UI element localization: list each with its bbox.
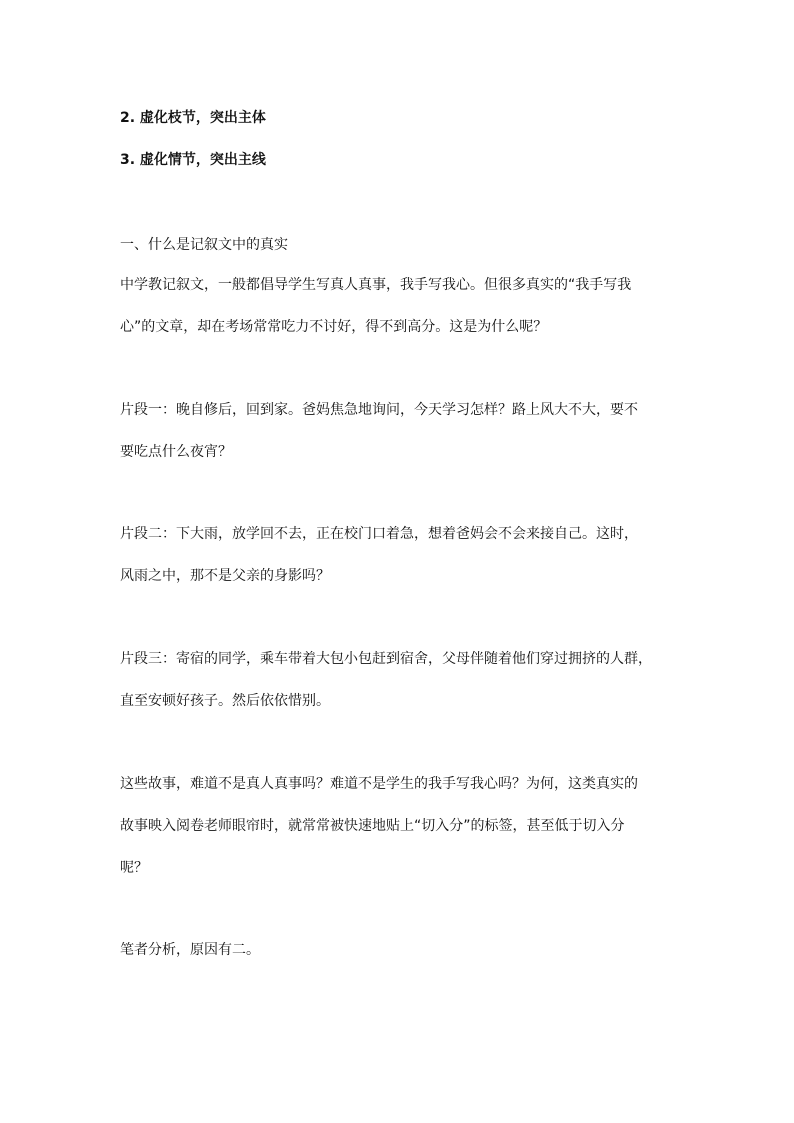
fragment-1-line-2: 要吃点什么夜宵？	[120, 444, 232, 460]
heading-2: 2. 虚化枝节，突出主体	[120, 110, 266, 126]
heading-3: 3. 虚化情节，突出主线	[120, 152, 266, 168]
paragraph-5-line-1: 这些故事，难道不是真人真事吗？难道不是学生的我手写我心吗？为何，这类真实的	[120, 776, 638, 792]
paragraph-5-line-2: 故事映入阅卷老师眼帘时，就常常被快速地贴上“切入分”的标签，甚至低于切入分	[120, 818, 625, 834]
fragment-2-line-1: 片段二：下大雨，放学回不去，正在校门口着急，想着爸妈会不会来接自己。这时，	[120, 526, 638, 542]
section-title: 一、什么是记叙文中的真实	[120, 237, 288, 253]
fragment-1-line-1: 片段一：晚自修后，回到家。爸妈焦急地询问，今天学习怎样？路上风大不大，要不	[120, 402, 638, 418]
paragraph-6-line-1: 笔者分析，原因有二。	[120, 942, 260, 958]
paragraph-5-line-3: 呢？	[120, 860, 148, 876]
paragraph-1-line-2: 心”的文章，却在考场常常吃力不讨好，得不到高分。这是为什么呢？	[120, 319, 548, 335]
fragment-3-line-1: 片段三：寄宿的同学，乘车带着大包小包赶到宿舍，父母伴随着他们穿过拥挤的人群，	[120, 651, 652, 667]
paragraph-1-line-1: 中学教记叙文，一般都倡导学生写真人真事，我手写我心。但很多真实的“我手写我	[120, 277, 632, 293]
fragment-2-line-2: 风雨之中，那不是父亲的身影吗？	[120, 568, 330, 584]
fragment-3-line-2: 直至安顿好孩子。然后依依惜别。	[120, 693, 330, 709]
